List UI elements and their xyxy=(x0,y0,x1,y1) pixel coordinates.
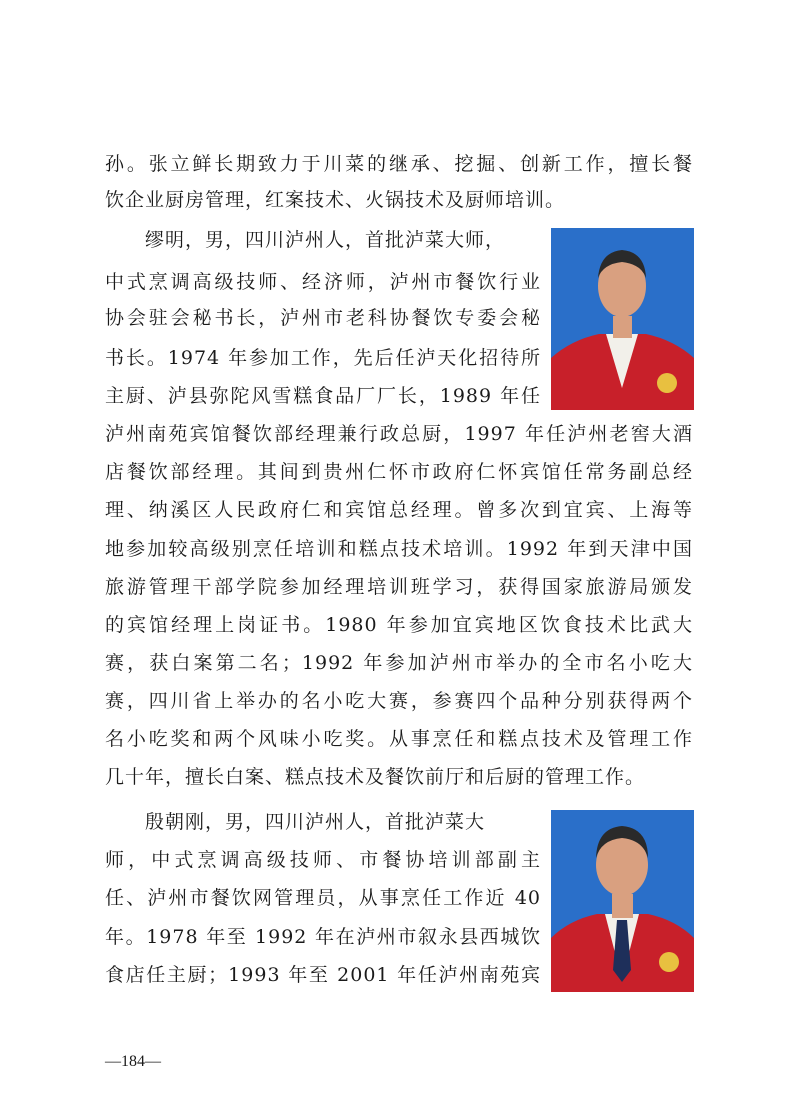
text-line: 赛，四川省上举办的名小吃大赛，参赛四个品种分别获得两个 xyxy=(105,690,693,712)
text-line: 协会驻会秘书长，泸州市老科协餐饮专委会秘 xyxy=(105,307,541,329)
text-line: 名小吃奖和两个风味小吃奖。从事烹任和糕点技术及管理工作 xyxy=(105,728,693,750)
portrait-photo-yin-chaogang xyxy=(551,810,694,992)
text-line: 旅游管理干部学院参加经理培训班学习，获得国家旅游局颁发 xyxy=(105,576,693,598)
text-line: 泸州南苑宾馆餐饮部经理兼行政总厨，1997 年任泸州老窖大酒 xyxy=(105,423,693,445)
text-line: 食店任主厨；1993 年至 2001 年任泸州南苑宾 xyxy=(105,964,541,986)
page-number: —184— xyxy=(105,1053,161,1070)
text-line: 理、纳溪区人民政府仁和宾馆总经理。曾多次到宜宾、上海等 xyxy=(105,499,693,521)
text-line: 书长。1974 年参加工作，先后任泸天化招待所 xyxy=(105,347,541,369)
text-line: 孙。张立鲜长期致力于川菜的继承、挖掘、创新工作，擅长餐 xyxy=(105,153,693,175)
text-line: 任、泸州市餐饮网管理员，从事烹任工作近 40 xyxy=(105,887,541,909)
text-line: 饮企业厨房管理，红案技术、火锅技术及厨师培训。 xyxy=(105,189,566,211)
text-line: 店餐饮部经理。其间到贵州仁怀市政府仁怀宾馆任常务副总经 xyxy=(105,461,693,483)
text-line: 师，中式烹调高级技师、市餐协培训部副主 xyxy=(105,849,541,871)
text-line: 地参加较高级别烹任培训和糕点技术培训。1992 年到天津中国 xyxy=(105,538,693,560)
text-line: 年。1978 年至 1992 年在泸州市叙永县西城饮 xyxy=(105,926,541,948)
text-line: 殷朝刚，男，四川泸州人，首批泸菜大 xyxy=(145,811,486,833)
text-line: 主厨、泸县弥陀风雪糕食品厂厂长，1989 年任 xyxy=(105,385,541,407)
text-line: 赛，获白案第二名；1992 年参加泸州市举办的全市名小吃大 xyxy=(105,652,693,674)
text-line: 的宾馆经理上岗证书。1980 年参加宜宾地区饮食技术比武大 xyxy=(105,614,693,636)
text-line: 中式烹调高级技师、经济师，泸州市餐饮行业 xyxy=(105,271,541,293)
text-line: 几十年，擅长白案、糕点技术及餐饮前厅和后厨的管理工作。 xyxy=(105,766,646,788)
text-line: 缪明，男，四川泸州人，首批泸菜大师， xyxy=(145,229,506,251)
portrait-photo-miao-ming xyxy=(551,228,694,410)
